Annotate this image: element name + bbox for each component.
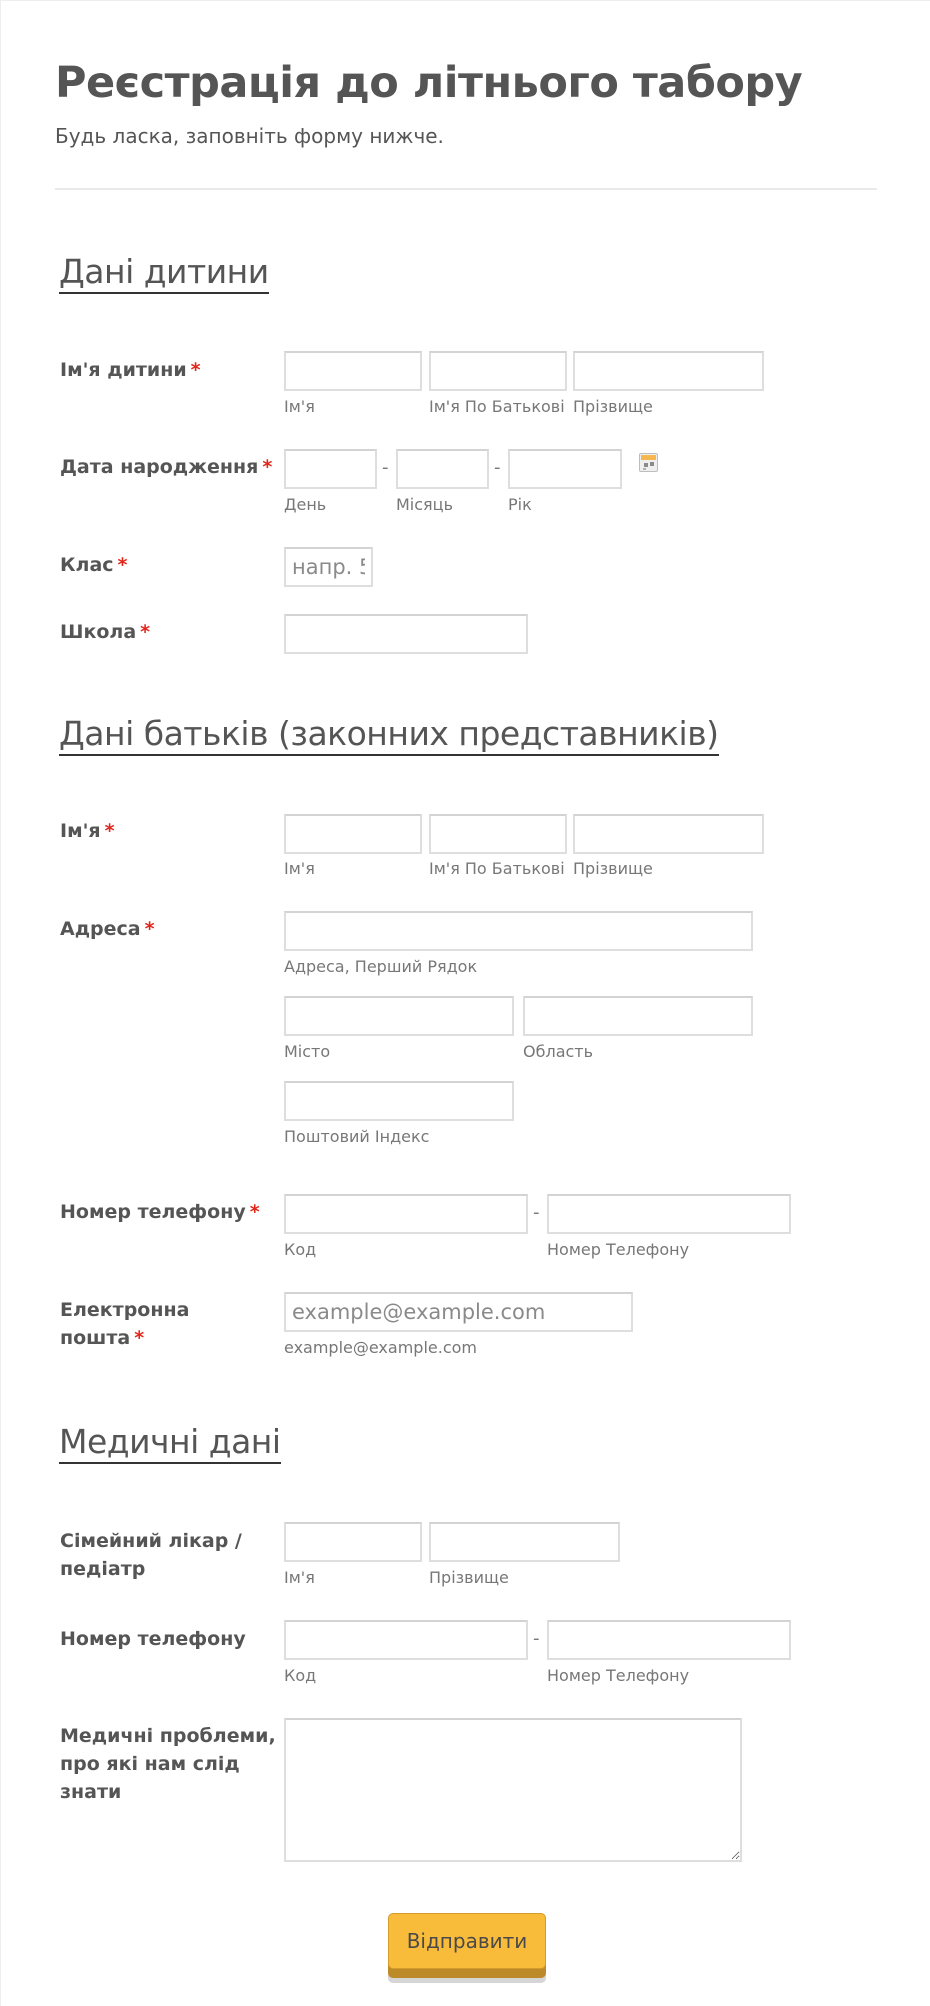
sublabel-first-name: Ім'я <box>284 859 315 878</box>
sublabel-middle-name: Ім'я По Батькові <box>429 397 565 416</box>
doctor-label <box>60 1527 280 1583</box>
sublabel-middle-name: Ім'я По Батькові <box>429 859 565 878</box>
zip-input[interactable] <box>284 1081 514 1121</box>
submit-button[interactable]: Відправити <box>388 1913 546 1969</box>
parent-name-label-text: Ім'я <box>60 820 101 842</box>
grade-label-text: Клас <box>60 554 114 576</box>
sublabel-zip: Поштовий Індекс <box>284 1127 430 1146</box>
required-marker: * <box>144 918 155 940</box>
doctor-label-line1: Сімейний лікар / <box>60 1530 242 1552</box>
city-input[interactable] <box>284 996 514 1036</box>
grade-input[interactable] <box>284 547 373 587</box>
medical-phone-label-text: Номер телефону <box>60 1628 246 1650</box>
section-heading-child: Дані дитини <box>59 255 269 294</box>
birthdate-label <box>60 453 300 481</box>
section-heading-parent: Дані батьків (законних представників) <box>59 717 719 756</box>
medical-phone-number-input[interactable] <box>547 1620 791 1660</box>
email-input[interactable] <box>284 1292 633 1332</box>
sublabel-doctor-first-name: Ім'я <box>284 1568 315 1587</box>
phone-separator: - <box>533 1628 540 1649</box>
school-label <box>60 618 280 646</box>
required-marker: * <box>134 1327 145 1349</box>
sublabel-year: Рік <box>508 495 532 514</box>
parent-first-name-input[interactable] <box>284 814 422 854</box>
address-label <box>60 915 280 943</box>
birthdate-label-text: Дата народження <box>60 456 259 478</box>
required-marker: * <box>140 621 151 643</box>
parent-phone-code-input[interactable] <box>284 1194 528 1234</box>
sublabel-month: Місяць <box>396 495 453 514</box>
medical-issues-textarea[interactable] <box>284 1718 742 1862</box>
parent-name-label <box>60 817 280 845</box>
parent-middle-name-input[interactable] <box>429 814 567 854</box>
parent-phone-number-input[interactable] <box>547 1194 791 1234</box>
email-label <box>60 1296 280 1352</box>
required-marker: * <box>190 359 201 381</box>
doctor-label-line2: педіатр <box>60 1558 146 1580</box>
sublabel-region: Область <box>523 1042 594 1061</box>
sublabel-phone-code: Код <box>284 1240 317 1259</box>
child-middle-name-input[interactable] <box>429 351 567 391</box>
section-heading-medical: Медичні дані <box>59 1425 281 1464</box>
sublabel-city: Місто <box>284 1042 331 1061</box>
address-line1-input[interactable] <box>284 911 753 951</box>
sublabel-phone-code: Код <box>284 1666 317 1685</box>
address-label-text: Адреса <box>60 918 141 940</box>
medical-issues-label-line2: про які нам слід <box>60 1753 240 1775</box>
form-title: Реєстрація до літнього табору <box>55 58 803 108</box>
email-label-line1: Електронна <box>60 1299 190 1321</box>
child-first-name-input[interactable] <box>284 351 422 391</box>
form-subtitle: Будь ласка, заповніть форму нижче. <box>55 124 444 148</box>
sublabel-day: День <box>284 495 327 514</box>
parent-last-name-input[interactable] <box>573 814 764 854</box>
required-marker: * <box>262 456 273 478</box>
medical-issues-label-line3: знати <box>60 1781 122 1803</box>
sublabel-phone-number: Номер Телефону <box>547 1666 690 1685</box>
required-marker: * <box>249 1201 260 1223</box>
medical-issues-label <box>60 1722 280 1806</box>
doctor-last-name-input[interactable] <box>429 1522 620 1562</box>
child-name-label-text: Ім'я дитини <box>60 359 187 381</box>
sublabel-first-name: Ім'я <box>284 397 315 416</box>
header-divider <box>55 188 877 190</box>
sublabel-address-line1: Адреса, Перший Рядок <box>284 957 478 976</box>
sublabel-last-name: Прізвище <box>573 397 653 416</box>
medical-issues-label-line1: Медичні проблеми, <box>60 1725 276 1747</box>
email-label-line2: пошта <box>60 1327 131 1349</box>
sublabel-phone-number: Номер Телефону <box>547 1240 690 1259</box>
parent-phone-label <box>60 1198 300 1226</box>
birth-year-input[interactable] <box>508 449 622 489</box>
medical-phone-code-input[interactable] <box>284 1620 528 1660</box>
child-name-label <box>60 356 280 384</box>
sublabel-email: example@example.com <box>284 1338 477 1357</box>
child-last-name-input[interactable] <box>573 351 764 391</box>
medical-phone-label <box>60 1625 280 1653</box>
birth-day-input[interactable] <box>284 449 377 489</box>
school-input[interactable] <box>284 614 528 654</box>
required-marker: * <box>104 820 115 842</box>
sublabel-doctor-last-name: Прізвище <box>429 1568 509 1587</box>
sublabel-last-name: Прізвище <box>573 859 653 878</box>
date-separator: - <box>382 457 389 478</box>
calendar-icon[interactable] <box>639 453 658 472</box>
required-marker: * <box>117 554 128 576</box>
grade-label <box>60 551 280 579</box>
birth-month-input[interactable] <box>396 449 489 489</box>
doctor-first-name-input[interactable] <box>284 1522 422 1562</box>
parent-phone-label-text: Номер телефону <box>60 1201 246 1223</box>
school-label-text: Школа <box>60 621 137 643</box>
phone-separator: - <box>533 1202 540 1223</box>
date-separator: - <box>494 457 501 478</box>
region-input[interactable] <box>523 996 753 1036</box>
